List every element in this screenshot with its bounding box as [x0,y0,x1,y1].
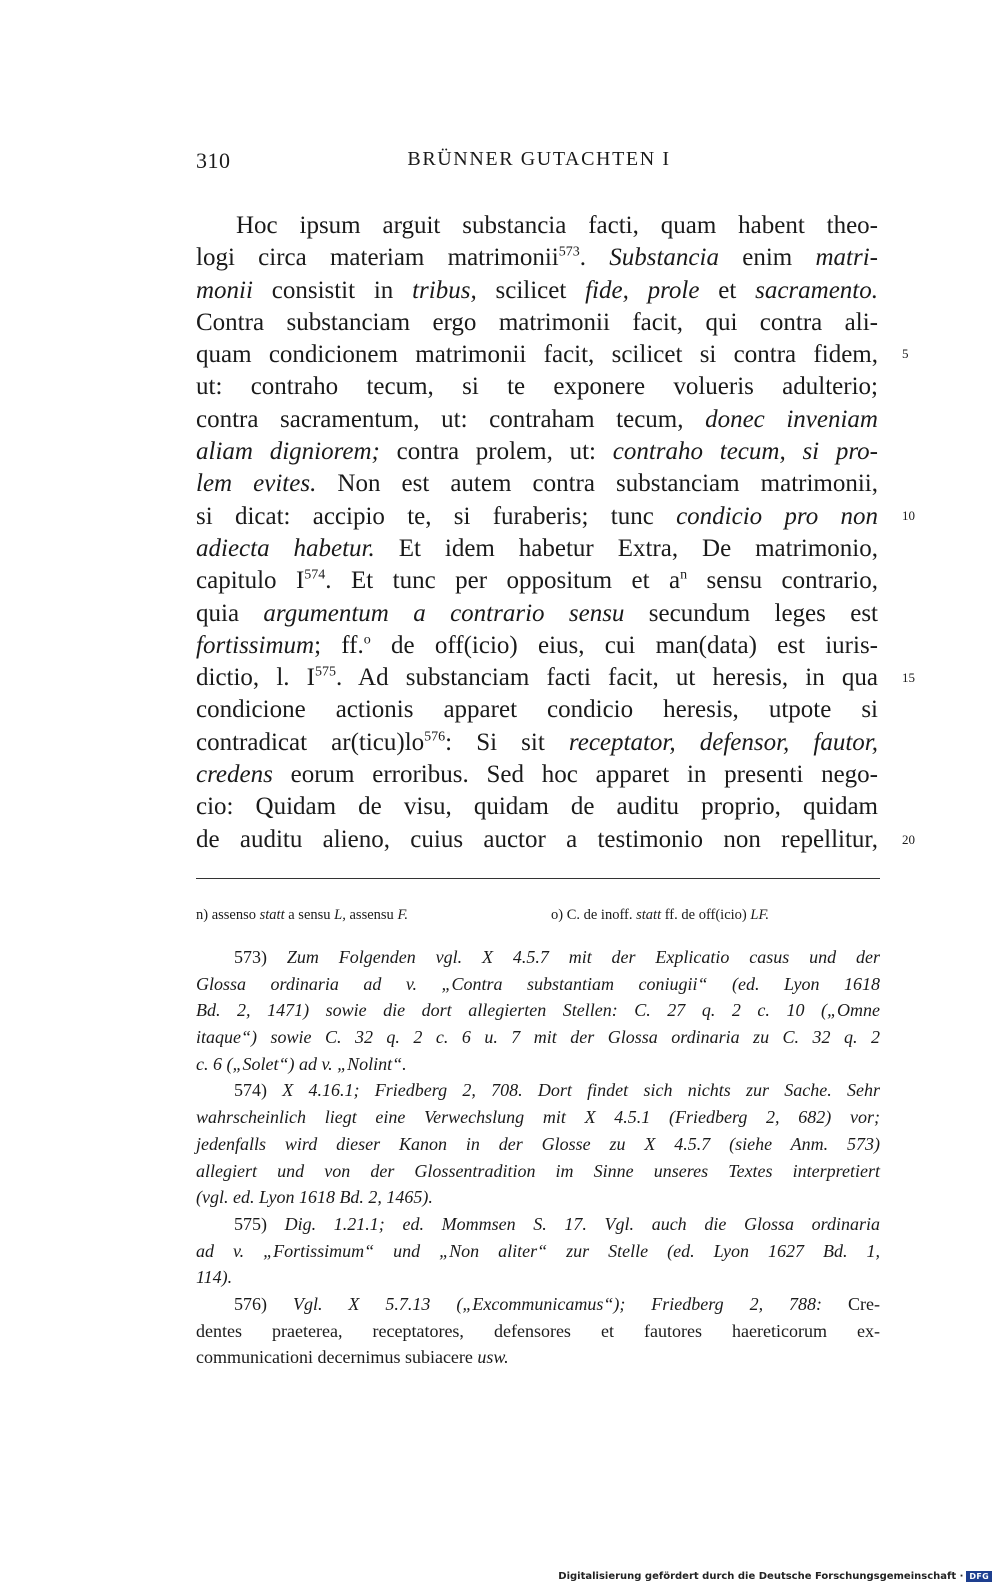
text-segment: Non est autem contra substanciam matrimonii, [316,470,878,498]
text-line [196,436,878,468]
text-segment: jedenfalls wird dieser Kanon in der Glosse zu X 4.5.7 (siehe Anm. 573) [196,1133,880,1154]
text-line [196,210,878,242]
text-line [196,598,878,630]
footnote-line [196,1211,880,1238]
text-line [196,242,878,274]
text-segment: fide, [585,276,629,304]
text-segment: quia [196,599,264,627]
text-segment: c. 6 („Solet“) ad v. „Nolint“. [196,1053,407,1074]
text-segment: matri- [815,244,878,272]
footnote-line [196,1291,880,1318]
text-segment: statt [636,907,662,923]
text-line [196,662,878,694]
text-segment: allegiert und von der Glossentradition im Sinne unseres Textes interpretiert [196,1160,880,1181]
text-line [196,307,878,339]
text-segment: monii [196,276,253,304]
text-line [196,404,878,436]
footnote-rule [196,878,880,879]
text-segment: F. [397,907,409,923]
text-segment: donec inveniam [705,405,878,433]
text-line [196,824,878,856]
superscript: 573 [558,244,580,260]
superscript: o [363,632,371,648]
text-line [196,501,878,533]
footnote-line [196,1238,880,1265]
footnote-line [196,1264,880,1291]
text-segment: . Ad substanciam facti facit, ut heresis, in qua [336,664,878,692]
text-segment: consistit in [252,276,413,304]
line-number: 20 [902,832,915,847]
footnote-line [196,1318,880,1345]
text-line [196,630,878,662]
footnote-line [196,1344,880,1371]
text-segment: lem evites. [196,470,317,498]
text-segment: dictio, l. I [196,664,316,692]
text-segment: tribus, [412,276,477,304]
text-segment: statt [259,907,285,923]
footnote-line [196,944,880,971]
footnote-line [196,1158,880,1185]
text-segment: ff. de off(icio) [661,907,751,923]
text-segment: argumentum a contrario sensu [263,599,625,627]
text-segment: enim [718,244,816,272]
footnotes [196,944,880,1371]
text-segment: prole [647,276,700,304]
text-segment: 114). [196,1267,233,1288]
text-segment: condicione actionis apparet condicio heresis, utpote si [196,696,878,724]
footnote-line [196,971,880,998]
text-segment: condicio pro non [676,502,879,530]
running-head: BRÜNNER GUTACHTEN I [407,148,671,170]
text-segment: Cre- [848,1293,880,1314]
superscript: 575 [315,664,337,680]
text-line [196,371,878,403]
text-segment: a sensu [284,907,335,923]
text-segment: wahrscheinlich liegt eine Verwechslung mit X 4.5.1 (Friedberg 2, 682) vor; [196,1107,880,1128]
text-segment: 576) [234,1293,293,1314]
text-line [196,791,878,823]
text-line [196,275,878,307]
text-segment: sensu contrario, [687,567,878,595]
text-line [196,727,878,759]
text-segment: adiecta habetur. [196,534,375,562]
text-segment [629,277,648,304]
text-segment: Glossa ordinaria ad v. „Contra substantiam coniugii“ (ed. Lyon 1618 [196,973,880,994]
text-segment: et [699,276,756,304]
text-segment: fortissimum [196,631,315,659]
text-segment: sacramento. [755,276,878,304]
text-line [196,759,878,791]
dfg-logo: DFG [966,1571,992,1582]
text-line [196,339,878,371]
text-segment: communicationi decernimus subiacere [196,1347,478,1368]
text-segment: o) C. de inoff. [551,907,637,923]
main-text [196,210,878,856]
text-line [196,565,878,597]
text-segment: si dicat: accipio te, si furaberis; tunc [196,502,677,530]
text-line [196,468,878,500]
text-segment: ad v. „Fortissimum“ und „Non aliter“ zur Stelle (ed. Lyon 1627 Bd. 1, [196,1240,880,1261]
text-line [196,694,878,726]
text-segment: L, [334,907,346,923]
text-segment: 574) [234,1080,283,1101]
text-segment: Bd. 2, 1471) sowie die dort allegierten Stellen: C. 27 q. 2 c. 10 („Omne [196,1000,880,1021]
text-segment: receptator, defensor, fautor, [568,728,878,756]
text-segment: : Si sit [445,728,569,756]
text-segment: Hoc ipsum arguit substancia facti, quam habent theo- [236,212,878,239]
text-segment: contradicat ar(ticu)lo [196,728,425,756]
text-segment: logi circa materiam matrimonii [196,244,559,272]
text-segment: Contra substanciam ergo matrimonii facit, qui contra ali- [196,308,878,336]
text-segment: . Et tunc per oppositum et a [325,567,681,595]
footnote-line [196,1184,880,1211]
text-segment: Et idem habetur Extra, De matrimonio, [374,534,878,562]
line-number: 10 [902,508,915,523]
text-segment: Dig. 1.21.1; ed. Mommsen S. 17. Vgl. auch die Glossa ordinaria [284,1213,880,1234]
superscript: 576 [424,729,446,745]
footer-text: Digitalisierung gefördert durch die Deutsche Forschungsgemeinschaft · [558,1571,964,1582]
text-segment: scilicet [476,276,586,304]
text-segment: capitulo I [196,567,305,595]
text-segment: X 4.16.1; Friedberg 2, 708. Dort findet sich nichts zur Sache. Sehr [282,1080,880,1101]
footnote-line [196,997,880,1024]
text-segment: contraho tecum, si pro- [612,438,878,466]
text-segment: usw. [477,1347,509,1368]
text-segment: dentes praeterea, receptatores, defensores et fautores haereticorum ex- [196,1320,880,1341]
text-segment: . [579,244,610,272]
text-segment: de off(icio) eius, cui man(data) est iuris- [370,631,878,659]
superscript: 574 [304,567,326,583]
footnote-line [196,1131,880,1158]
text-segment: Substancia [609,244,719,272]
text-segment: 573) [234,947,287,967]
line-number: 15 [902,670,915,685]
text-segment: ut: contraho tecum, si te exponere volueris adulterio; [196,373,878,401]
text-segment: de auditu alieno, cuius auctor a testimonio non repellitur, [196,825,878,853]
text-segment: ; ff. [314,631,364,659]
critical-apparatus [196,904,880,926]
footnote-line [196,1077,880,1104]
text-line [196,533,878,565]
superscript: n [680,567,688,583]
text-segment: LF. [750,907,770,923]
text-segment: credens [196,761,273,789]
footnote-line [196,1104,880,1131]
line-number: 5 [902,346,909,361]
page-header [196,148,882,178]
text-segment: (vgl. ed. Lyon 1618 Bd. 2, 1465). [196,1187,433,1208]
text-segment: Zum Folgenden vgl. X 4.5.7 mit der Explicatio casus und der [286,947,881,967]
text-segment: aliam digniorem; [196,438,380,466]
text-segment: 575) [234,1213,285,1234]
text-segment: Vgl. X 5.7.13 („Excommunicamus“); Friedberg 2, 788: [292,1293,849,1314]
text-segment: eorum erroribus. Sed hoc apparet in presenti nego- [272,761,878,789]
text-segment: quam condicionem matrimonii facit, scilicet si contra fidem, [196,341,878,369]
apparatus-note-o [551,904,769,926]
text-segment: cio: Quidam de visu, quidam de auditu proprio, quidam [196,793,878,821]
text-segment: assensu [345,907,398,923]
text-segment: n) assenso [196,907,260,923]
footnote-line [196,1051,880,1078]
text-segment: contra prolem, ut: [379,438,613,466]
text-segment: itaque“) sowie C. 32 q. 2 c. 6 u. 7 mit der Glossa ordinaria zu C. 32 q. 2 [196,1027,880,1048]
page-number: 310 [196,148,231,173]
digitization-footer [558,1571,992,1582]
text-segment: secundum leges est [624,599,879,627]
text-segment: contra sacramentum, ut: contraham tecum, [196,405,706,433]
footnote-line [196,1024,880,1051]
apparatus-note-n [196,904,408,926]
